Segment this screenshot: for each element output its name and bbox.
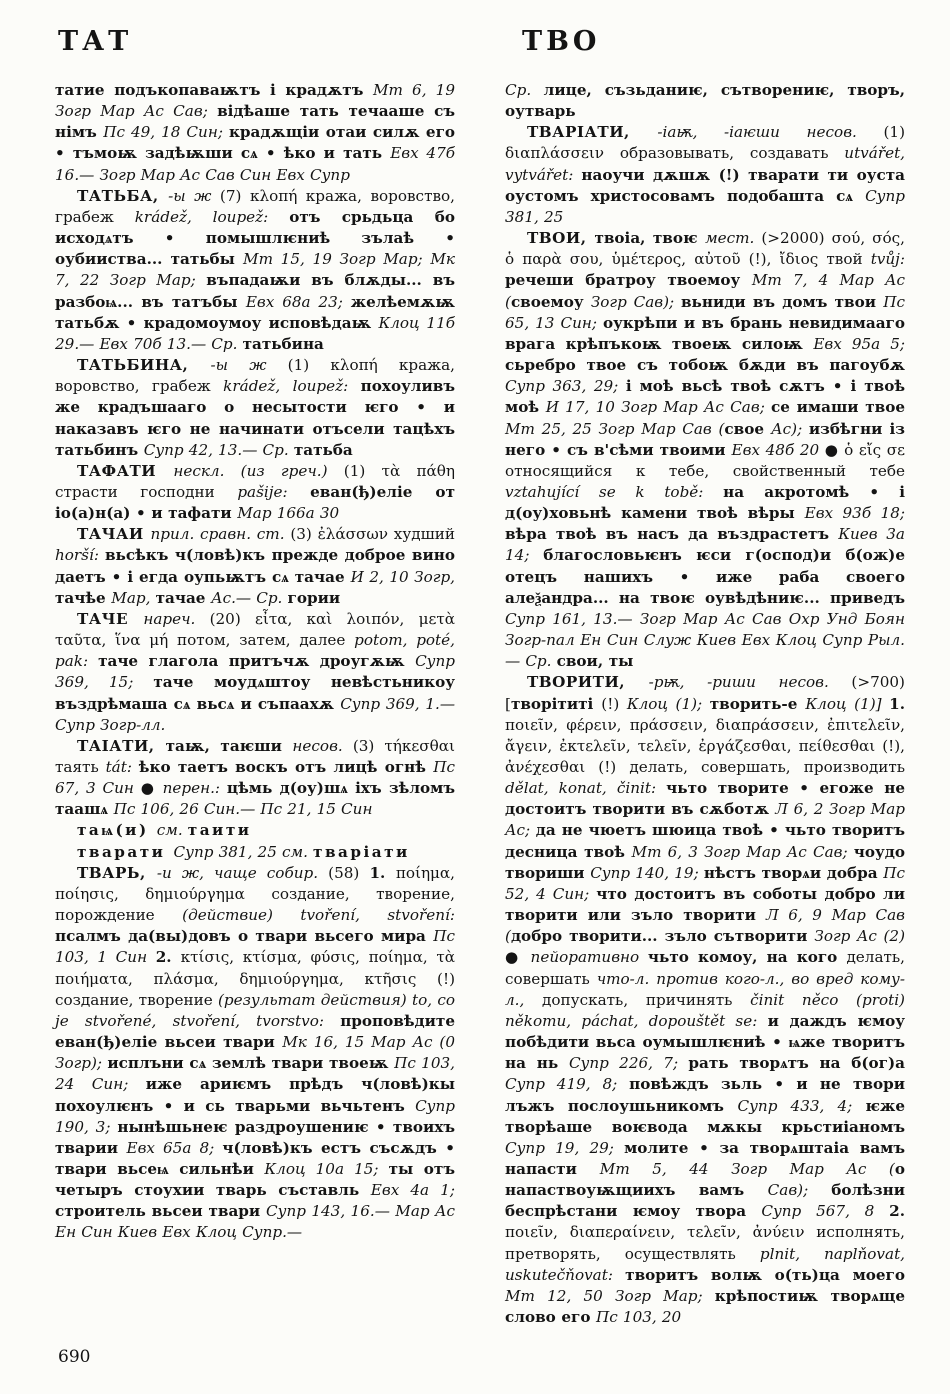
text-run: Клоц (1); [626,694,710,713]
text-run: сьребро твое съ тобоѭ бѫди въ пагоубѫ [505,356,905,375]
headword: ТВАРЬ, [77,863,157,882]
text-run: еван(ђ)еліе от іо(а)н(а) • и тафати [55,482,455,523]
text-run: horší: [55,546,105,565]
text-run: свое [724,419,772,438]
text-run: перен.: [162,779,227,798]
text-run: Супр 140, 19; [590,863,704,882]
text-run: Супр 19, 29; [505,1138,625,1157]
text-run: таче глагола притъчѫ дроугѫѭ [98,652,416,671]
text-run: (результат действия) to, co je stvořené, stvoření, tvorstvo: [55,990,455,1030]
text-run: Супр 381, 25 [505,186,905,226]
text-run: 1. [889,694,905,713]
text-run: псалмъ да(вы)довъ о твари вьсего мира [55,927,434,946]
text-run: potom, poté, pak: [55,631,455,671]
headword: ТАФАТИ [77,461,174,480]
text-run: (действие) tvoření, stvoření: [182,906,455,925]
text-run: Супр 369, 15; [55,652,455,692]
text-run: Супр 42, 13.— Ср. [143,440,294,459]
text-run: вьниди въ домъ твои [680,292,884,311]
text-run: Киев 3а 14; [505,525,905,565]
text-run: И 2, 10 Зогр, [350,567,455,586]
text-run: Супр 567, 8 [761,1202,890,1221]
text-run: Мт 25, 25 Зогр Мар Сав ( [505,419,725,438]
text-run: Пс 103, 20 [596,1308,682,1327]
text-run: (!) [601,694,627,713]
text-run: ч(ловѣ)къ естъ съсѫдъ • твари вьсеѩ сильнѣи [55,1138,455,1178]
text-columns [55,80,905,1328]
text-run: tát: [105,758,139,776]
text-run: κτίσις, κτίσμα, φύσις, ποίημα, τὰ ποιήματα, πλάσμα, δημιούργημα, κτῆσις (!) создание, творение [55,948,455,1009]
xref-taia [55,820,455,841]
text-run: Супр 190, 3; [55,1096,455,1136]
headword: ТВАРІАТИ, [527,123,658,142]
text-run: вѣра твоѣ въ насъ да въздрастетъ [505,525,839,544]
entry-tachai [55,524,455,609]
text-run: Супр 363, 29; [505,377,626,396]
text-run: ● ὁ εἴς σε относящийся к тебе, свойственный тебе [505,440,905,480]
text-run: строитель вьсеи твари [55,1202,267,1221]
text-run: відѣаше тать течааше съ німъ [55,102,456,142]
text-run: Пс 67, 3 Син [55,758,455,798]
text-run: Мт 5, 44 Зогр Мар Ас ( [599,1159,895,1178]
text-run: ѣко таетъ воскъ отъ лицѣ огнѣ [138,758,434,776]
text-run: Пс 103, 24 Син; [55,1054,455,1094]
text-run: 2. [155,948,181,967]
text-run: Зогр Ас (2) [814,927,906,946]
text-run: vztahující se k tobě: [505,482,724,501]
text-run: Евх 65а 8; [126,1138,223,1157]
text-run: 1. [369,863,396,882]
text-run: -іаѭ, -іаѥши несов. [657,123,884,142]
entry-tvariati [505,122,905,228]
text-run: чьто творите • егоже не достоитъ творити въ сѫботѫ [505,779,905,819]
text-run: Ас.— Ср. [211,588,288,607]
text-run: пейоративно [530,948,648,967]
text-run: Мт 6, 3 Зогр Мар Ас Сав; [631,842,854,861]
text-run: нѣстъ творѧи добра [703,863,884,882]
text-run: исплъни сѧ землѣ твари твоеѭ [107,1054,395,1073]
text-run: ποιεῖν, φέρειν, πράσσειν, διαπράσσειν, ἐπιτελεῖν, ἄγειν, ἐκτελεῖν, τελεῖν, ἐργάζεσθαι, πείθεσθαι (!), ἀνέχεσθαι (!) делать, совершать, производить [505,715,905,776]
entry-tvoriti [505,672,905,1328]
headword: ТАЧАИ [77,525,151,544]
text-run: крадѫщіи отаи силѫ его • тъмоѭ задѣѭши сѧ • ѣко и тать [55,123,456,163]
xref-tvarati [55,842,455,863]
text-run: Пс 103, 1 Син [55,927,455,967]
text-run: Зогр Сав); [590,292,681,311]
text-run: Мк 16, 15 Мар Ас (0 Зогр); [55,1033,455,1073]
text-run: Евх 4а 1; [370,1181,455,1200]
text-run: Мт 7, 4 Мар Ас ( [505,271,906,311]
text-run: ποίημα, ποίησις, δημιούργημα создание, творение, порождение [55,863,455,925]
text-run: Пс 65, 13 Син; [505,292,905,332]
entry-tatba [55,186,455,355]
text-run: pašije: [237,482,311,501]
text-run: (1) τὰ πάθη страсти господни [55,461,455,501]
text-run: tvůj: [870,250,905,269]
text-run: Сав); [767,1181,832,1200]
text-run: ты отъ четыръ стоухии тварь съставль [55,1159,455,1200]
left-column [55,80,455,1328]
text-run: см. [156,821,188,840]
text-run: Супр 143, 16.— Мар Ас Ен Син Киев Евх Клоц Супр.— [55,1202,456,1242]
text-run: иже ариѥмъ прѣдъ ч(ловѣ)кы похоулѥнъ • и сь тварьми вьчьтенъ [55,1075,455,1115]
text-run: -и ж, чаще собир. [156,863,329,882]
text-run: творитъ волѭ о(ть)ца моего [625,1265,905,1284]
text-run: 2. [889,1202,906,1221]
text-run: Супр 226, 7; [568,1054,689,1073]
text-run: Супр 419, 8; [505,1075,630,1094]
text-run: въпадаѭи въ блѫды... въ разбоѩ... въ татъбы [55,271,455,311]
text-run: таѭ, таѥши [165,736,293,755]
text-run: нареч. [143,609,210,628]
text-run: (1) διαπλάσσειν образовывать, создавать [505,123,905,163]
headword: ТВОИ, [527,229,595,248]
text-run: повѣждъ зьль • и не твори лъжъ послоушьникомъ [505,1075,905,1115]
text-run: таѩ(и) [77,821,157,840]
text-run: наоучи дѫшѫ (!) тварати ти оуста оустомъ христосовамъ подобашта сѧ [505,165,905,205]
text-run: тачѣе [55,588,112,607]
text-run: Л 6, 9 Мар Сав ( [505,906,906,946]
text-run: Клоц (1)] [805,694,890,713]
text-run: цѣмь д(оу)шѧ іхъ зѣломъ таашѧ [55,779,456,819]
text-run: болѣзни беспрѣстани ѥмоу твора [505,1181,905,1221]
text-run: Супр 161, 13.— Зогр Мар Ас Сав Охр Унд Боян Зогр-пал Ен Син Служ Киев Евх Клоц Супр Рыл.— Ср. [505,609,905,671]
text-run: крѣпостиѭ творѧще слово его [505,1286,905,1327]
text-run: Евх 95а 5; [813,334,905,353]
text-run: лице, съзьданиѥ, сътворениѥ, творъ, оутварь [505,81,905,121]
text-run: (3) τήκεσθαι таять [55,736,455,776]
text-run: свои, ты [556,652,634,671]
text-run: И 17, 10 Зогр Мар Ас Сав; [545,398,772,417]
text-run: речеши братроу твоемоу [505,271,752,290]
entry-tafati [55,461,455,524]
text-run: krádež, loupež: [134,207,290,226]
text-run: творить-е [709,694,806,713]
text-run: Супр 381, 25 см. [173,842,314,861]
text-run: творітиті [510,694,602,713]
text-run: да не чюетъ шюица твоѣ • чьто творитъ десница твоѣ [505,821,905,861]
text-run: ποιεῖν, διαπεραίνειν, τελεῖν, ἀνύειν исполнять, претворять, осуществлять [505,1223,905,1263]
text-run: Ср. [505,81,544,99]
page-number: 690 [58,1347,91,1367]
text-run: Мар, [111,588,156,607]
text-run: Л 6, 2 Зогр Мар Ас; [505,800,905,840]
text-run: нескл. (из греч.) [173,461,344,480]
text-run: о напаствоуѭщиихъ вамъ [505,1159,905,1200]
text-run: что-л. против кого-л., во вред кому-л., [505,969,905,1009]
right-column [505,80,905,1328]
text-run: тачае [155,588,212,607]
text-run: что достоитъ въ соботы добро ли творити или зъло творити [505,884,905,925]
text-run: -ы ж [210,356,288,375]
text-run: ● [505,948,531,967]
headword: ТАЧЕ [77,609,144,628]
text-run: гории [287,588,341,607]
entry-tache [55,609,455,736]
text-run: таити [187,821,252,840]
text-run: твоіа, твоѥ [594,229,706,248]
headword: ТВОРИТИ, [527,673,649,692]
text-run: отъ срьдьца бо исходѧтъ • помышлѥниѣ зълаѣ • оубииства... татьбы [55,207,455,269]
text-run: добро творити... зъло сътворити [510,927,815,946]
text-run: (>700) [ [505,673,905,713]
text-run: и даждъ ѥмоу побѣдити вьса оумышлѥниѣ • ѩже творитъ на нь [505,1011,906,1073]
text-run: činit něco (proti) někomu, páchat, dopouštět se: [505,990,905,1030]
text-run: (>2000) σού, σός, ὁ παρὰ σου, ὑμέτερος, αὐτοῦ (!), ἴδιος твой [505,229,905,269]
text-run: і моѣ вьсѣ твоѣ сѫтъ • і твоѣ моѣ [505,377,906,417]
text-run: Мт 15, 19 Зогр Мар; Мк 7, 22 Зогр Мар; [55,250,455,290]
text-run: татие подъкопаваѭтъ і крадѫтъ [55,81,373,99]
headword: ТАІАТИ, [77,736,166,755]
running-head-left: ТАТ [58,26,133,57]
text-run: Ас); [771,419,809,438]
text-run: ѥже творѣаше воѥвода мѫкы крьстиіаномъ [505,1096,905,1136]
text-run: нынѣшьнеѥ раздроушениѥ • твоихъ тварии [55,1117,455,1157]
text-run: Клоц 10а 15; [264,1159,389,1178]
text-run: на акротомѣ • і д(оу)ховьнѣ камени твоѣ вѣры [505,482,905,523]
text-run: (20) εἶτα, καὶ λοιπόν, μετὰ ταῦτα, ἵνα μή потом, затем, далее [55,609,456,650]
entry-tvoi [505,228,905,672]
entry-tvar-continuation [505,80,905,122]
text-run: чьто комоу, на кого [647,948,847,967]
text-run: татьбина [242,334,324,353]
text-run: Евх 93б 18; [804,504,905,523]
text-run: dělat, konat, činit: [505,779,667,798]
text-run: своемоу [510,292,591,311]
entry-tatbina [55,355,455,461]
entry-taiati [55,736,455,821]
text-run: Супр 433, 4; [737,1096,866,1115]
text-run: krádež, loupež: [223,377,361,396]
text-run: ● [140,779,163,798]
headword: ТАТЬБА, [77,186,169,205]
text-run: plnit, naplňovat, uskutečňovat: [505,1244,905,1284]
text-run: Клоц 11б 29.— Евх 70б 13.— Ср. [55,313,456,353]
text-run: (58) [328,863,370,882]
text-run: (1) κλοπή кража, воровство, грабеж [55,356,455,396]
text-run: рать творѧтъ на б(ог)а [688,1054,906,1073]
headword: ТАТЬБИНА, [77,356,211,375]
text-run: тварати [77,842,174,861]
text-run: таче моудѧштоу невѣстьникоу въздрѣмаша сѧ вьсѧ и съпаахѫ [55,673,455,713]
text-run: оукрѣпи и въ брань невидимааго врага крѣпъкоѭ твоеѭ силоѭ [505,313,905,353]
text-run: делать, совершать [505,948,905,988]
text-run: молите • за творѧштаіа вамъ напасти [505,1138,906,1178]
text-run: желѣемѫѭ татьбѫ • крадомоумоу исповѣдаѭ [55,292,456,332]
text-run: Евх 48б 20 [731,440,825,459]
text-run: Пс 49, 18 Син; [103,123,229,142]
running-head-right: ТВО [522,26,601,57]
text-run: (3) ἐλάσσων худший [290,525,455,544]
text-run: Мт 6, 19 Зогр Мар Ас Сав; [55,81,456,121]
text-run: Пс 106, 26 Син.— Пс 21, 15 Син [113,800,373,819]
text-run: Супр 369, 1.— Супр Зогр-лл. [55,694,456,734]
text-run: Мар 166а 30 [237,504,340,523]
text-run: мест. [705,229,762,248]
text-run: Пс 52, 4 Син; [505,863,905,903]
text-run: -рѭ, -риши несов. [648,673,852,692]
text-run: се имаши твое [771,398,905,417]
text-run: проповѣдите еван(ђ)еліе вьсеи твари [55,1011,455,1052]
text-run: Евх 68а 23; [245,292,351,311]
text-run: похоуливъ же крадъшааго о несытости ѥго • и наказавъ ѥго не начинати отъсели тацѣхъ татьбинъ [55,377,455,459]
text-run: чоудо твориши [505,842,905,882]
text-run: допускать, причинять [542,990,751,1009]
text-run: татьба [293,440,353,459]
text-run: благословьѥнъ ѥси г(оспод)и б(ож)е отецъ нашихъ • иже раба своего алеѯандра... на твоѥ оувѣдѣниѥ... приведъ [505,546,906,607]
text-run: -ы ж [168,186,220,205]
text-run: (7) κλοπή кража, воровство, грабеж [55,186,455,226]
text-run: избѣгни із него • съ в'сѣми твоими [505,419,905,459]
text-run: Евх 47б 16.— Зогр Мар Ас Сав Син Евх Супр [55,144,455,184]
text-run: несов. [292,736,353,755]
text-run: прил. сравн. ст. [150,525,291,544]
entry-tvar [55,863,455,1244]
text-run: вьсѣкъ ч(ловѣ)къ прежде доброе вино даетъ • і егда оупьѭтъ сѧ тачае [55,546,455,586]
text-run: тваріати [313,842,410,861]
entry-tat-continuation [55,80,455,186]
text-run: Мт 12, 50 Зогр Мар; [505,1286,715,1305]
text-run: utvářet, vytvářet: [505,144,905,184]
